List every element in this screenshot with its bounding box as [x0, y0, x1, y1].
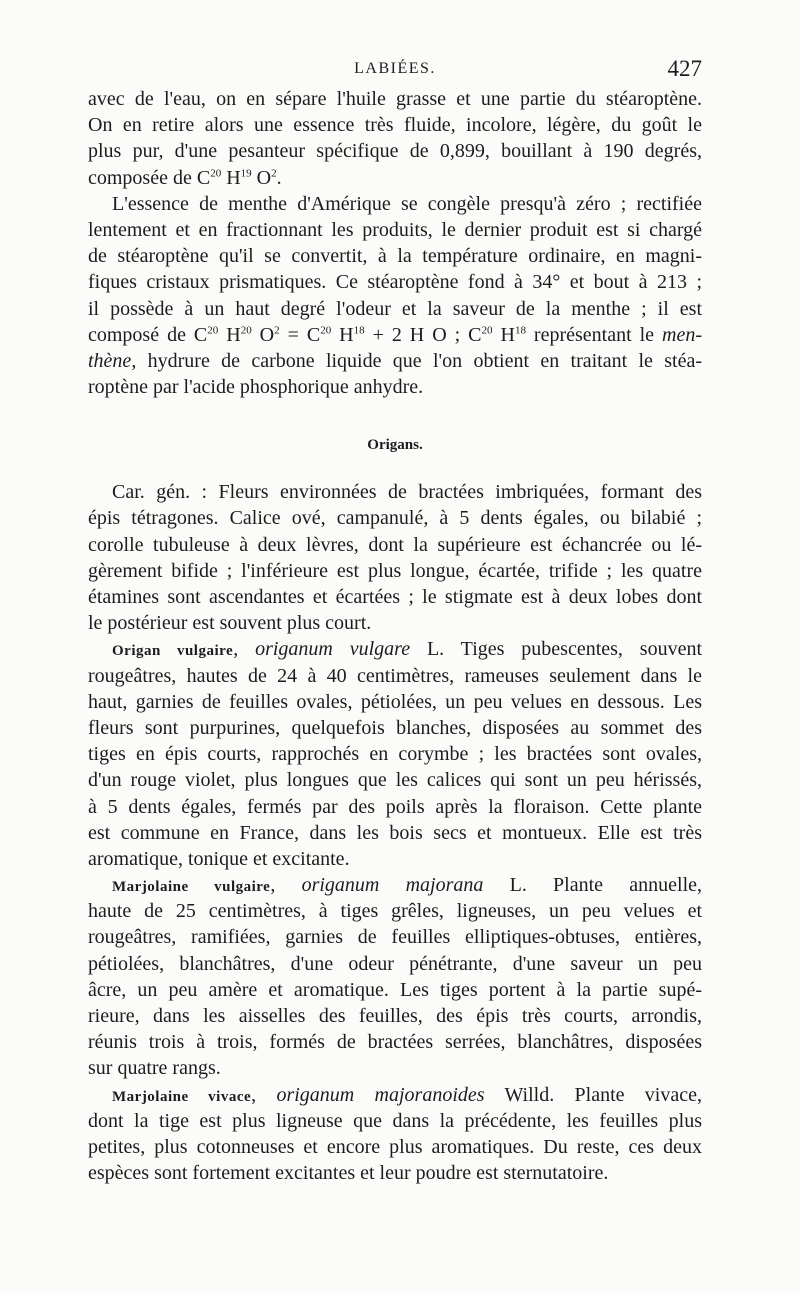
text-line: gèrement bifide ; l'inférieure est plus longue, écartée, trifide ; les quatre: [88, 559, 702, 582]
paragraph-caracteres-generaux: [88, 479, 702, 636]
text-line: corolle tubuleuse à deux lèvres, dont la supérieure est échancrée ou lé-: [88, 533, 702, 556]
species-name: Marjolaine vulgaire: [112, 879, 271, 896]
text-line: pétiolées, blanchâtres, d'une odeur pénétrante, d'une saveur un peu: [88, 952, 702, 975]
text-line: haut, garnies de feuilles ovales, pétiolées, un peu velues en dessous. Les: [88, 690, 702, 713]
text-line: de stéaroptène qu'il se convertit, à la température ordinaire, en magni-: [88, 245, 702, 268]
species-name: Origan vulgaire: [112, 643, 234, 660]
entry-first-line: Marjolaine vivace, origanum majoranoides Willd. Plante vivace,: [112, 1083, 702, 1106]
text-line: étamines sont ascendantes et écartées ; le stigmate est à deux lobes dont: [88, 586, 702, 608]
text-line-formula: composée de $C^{20}$ $H^{19}$ $O^2$.: [88, 166, 282, 189]
text-line: plus pur, d'une pesanteur spécifique de 0,899, bouillant à 190 degrés,: [88, 140, 702, 163]
species-name: Marjolaine vivace: [112, 1088, 252, 1105]
text-line: rougeâtres, ramifiées, garnies de feuilles elliptiques-obtuses, entières,: [88, 926, 702, 949]
entry-marjolaine-vivace: [88, 1082, 702, 1187]
text-line: sur quatre rangs.: [88, 1057, 221, 1080]
text-line: petites, plus cotonneuses et encore plus aromatiques. Du reste, ces deux: [88, 1135, 702, 1158]
text-line: thène, hydrure de carbone liquide que l'on obtient en traitant le stéa-: [88, 349, 702, 372]
running-title: LABIÉES.: [354, 60, 436, 77]
text-line: espèces sont fortement excitantes et leur poudre est sternutatoire.: [88, 1162, 609, 1185]
section-heading: Origans.: [367, 437, 423, 454]
text-line: fleurs sont purpurines, quelquefois blanches, disposées au sommet des: [88, 716, 702, 739]
latin-name: origanum majorana: [301, 874, 484, 897]
text-line: à 5 dents égales, fermés par des poils après la floraison. Cette plante: [88, 795, 702, 818]
text-line: fiques cristaux prismatiques. Ce stéaroptène fond à 34° et bout à 213 ;: [88, 271, 702, 294]
text-line: rieure, dans les aisselles des feuilles, des épis très courts, arrondis,: [88, 1005, 702, 1027]
text-line: réunis trois à trois, formés de bractées serrées, blanchâtres, disposées: [88, 1031, 702, 1054]
text-line: épis tétragones. Calice ové, campanulé, à 5 dents égales, ou bilabié ;: [88, 507, 702, 530]
text-line: haute de 25 centimètres, à tiges grêles, ligneuses, un peu velues et: [88, 900, 702, 923]
page-body: [88, 86, 702, 1186]
text-line: âcre, un peu amère et aromatique. Les tiges portent à la partie supé-: [88, 978, 702, 1001]
text-line: avec de l'eau, on en sépare l'huile grasse et une partie du stéaroptène.: [88, 88, 702, 110]
latin-name: origanum vulgare: [255, 638, 411, 661]
text-line: lentement et en fractionnant les produits, le dernier produit est si chargé: [88, 218, 702, 241]
text-line: dont la tige est plus ligneuse que dans la précédente, les feuilles plus: [88, 1109, 702, 1132]
paragraph-menthe-amerique: [88, 191, 702, 401]
text-line: L'essence de menthe d'Amérique se congèle presqu'à zéro ; rectifiée: [112, 192, 702, 215]
text-line: est commune en France, dans les bois secs et montueux. Elle est très: [88, 821, 702, 844]
page-number: 427: [667, 56, 702, 81]
text-line: d'un rouge violet, plus longues que les calices qui sont un peu hérissés,: [88, 769, 702, 792]
text-line: le postérieur est souvent plus court.: [88, 612, 372, 635]
paragraph-continuation: [88, 86, 702, 191]
entry-marjolaine-vulgaire: [88, 872, 702, 1082]
text-line: aromatique, tonique et excitante.: [88, 847, 350, 870]
entry-first-line: Origan vulgaire, origanum vulgare L. Tiges pubescentes, souvent: [112, 638, 703, 661]
text-line: rougeâtres, hautes de 24 à 40 centimètres, rameuses seulement dans le: [88, 664, 702, 687]
text-line: il possède à un haut degré l'odeur et la saveur de la menthe ; il est: [88, 297, 702, 320]
text-line: roptène par l'acide phosphorique anhydre.: [88, 376, 424, 399]
text-line: tiges en épis courts, rapprochés en corymbe ; les bractées sont ovales,: [88, 743, 702, 766]
latin-name: origanum majoranoides: [276, 1083, 485, 1106]
page-header: [88, 56, 702, 86]
text-line: Car. gén. : Fleurs environnées de bractées imbriquées, formant des: [112, 481, 702, 504]
entry-origan-vulgaire: [88, 636, 702, 872]
entry-first-line: Marjolaine vulgaire, origanum majorana L. Plante annuelle,: [112, 874, 702, 897]
text-line-formula: composé de $C^{20}$ $H^{20}$ $O^2 = C^{20}$ $H^{18} + 2$ H O ; $C^{20}$ $H^{18}$ représentant le men-: [88, 323, 702, 346]
text-line: On en retire alors une essence très fluide, incolore, légère, du goût le: [88, 114, 702, 137]
